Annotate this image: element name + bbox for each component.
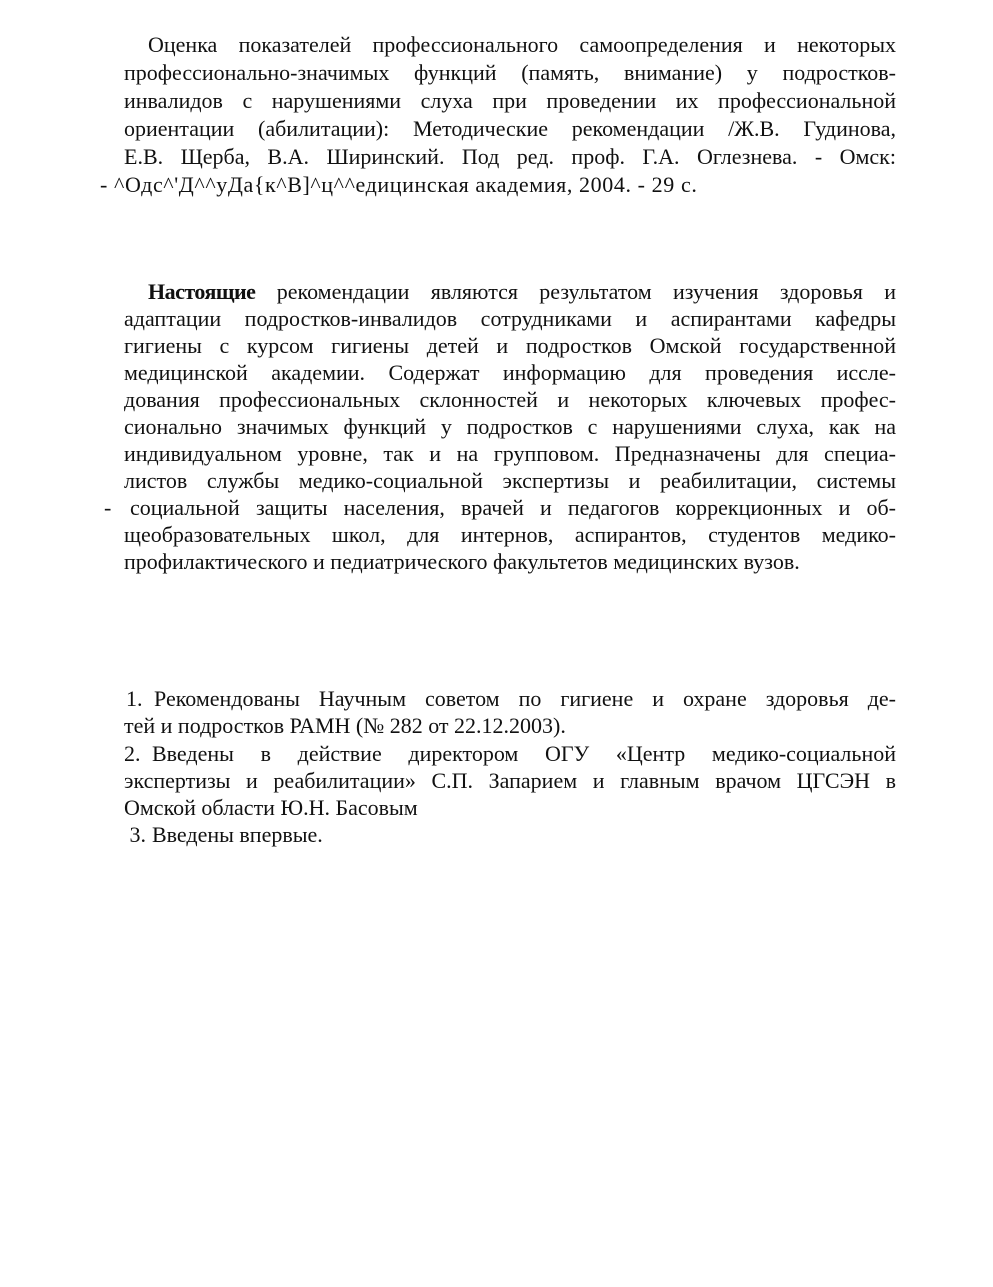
note-number: 3. — [129, 822, 146, 847]
abstract-line: листов службы медико-социальной экспертизы и реабилитации, системы — [124, 468, 896, 493]
annotation-line: Е.В. Щерба, В.А. Ширинский. Под ред. проф. Г.А. Оглезнева. - Омск: — [124, 144, 896, 169]
abstract-first-line-rest: рекомендации являются результатом изучения здоровья и — [255, 279, 896, 304]
note-number: 2. — [124, 741, 141, 766]
abstract-line: индивидуальном уровне, так и на групповом. Предназначены для специа- — [124, 441, 896, 466]
note-text: Введены впервые. — [152, 822, 323, 847]
annotation-line: Оценка показателей профессионального самоопределения и некоторых — [148, 32, 896, 57]
note-item-2 — [124, 741, 896, 767]
abstract-line: социальной защиты населения, врачей и педагогов коррекционных и об- — [130, 495, 896, 520]
note-item-1 — [126, 686, 896, 712]
abstract-line: медицинской академии. Содержат информацию для проведения иссле- — [124, 360, 896, 385]
note-text: Введены в действие директором ОГУ «Центр медико-социальной — [152, 741, 896, 766]
note-item-2-cont: Омской области Ю.Н. Басовым — [124, 795, 418, 820]
note-text: Рекомендованы Научным советом по гигиене и охране здоровья де- — [154, 686, 896, 711]
abstract-first-line — [148, 279, 896, 305]
annotation-line: ориентации (абилитации): Методические рекомендации /Ж.В. Гудинова, — [124, 116, 896, 141]
annotation-line: профессионально-значимых функций (память, внимание) у подростков- — [124, 60, 896, 85]
abstract-line: профилактического и педиатрического факультетов медицинских вузов. — [124, 549, 800, 574]
abstract-line: адаптации подростков-инвалидов сотрудниками и аспирантами кафедры — [124, 306, 896, 331]
abstract-line: дования профессиональных склонностей и некоторых ключевых профес- — [124, 387, 896, 412]
margin-dash: - — [104, 495, 112, 520]
abstract-line: сионально значимых функций у подростков с нарушениями слуха, как на — [124, 414, 896, 439]
annotation-line: инвалидов с нарушениями слуха при проведении их профессиональной — [124, 88, 896, 113]
annotation-line-garbled: - ^Одс^'Д^^уДа{к^В]^ц^^едицинская академия, 2004. - 29 с. — [100, 172, 698, 197]
note-item-3 — [124, 822, 323, 848]
note-item-2-cont: экспертизы и реабилитации» С.П. Запарием и главным врачом ЦГСЭН в — [124, 768, 896, 793]
abstract-bold-word: Настоящие — [148, 279, 256, 304]
abstract-line: щеобразовательных школ, для интернов, аспирантов, студентов медико- — [124, 522, 896, 547]
note-item-1-cont: тей и подростков РАМН (№ 282 от 22.12.2003). — [124, 713, 566, 738]
note-number: 1. — [126, 686, 143, 711]
abstract-line: гигиены с курсом гигиены детей и подростков Омской государственной — [124, 333, 896, 358]
